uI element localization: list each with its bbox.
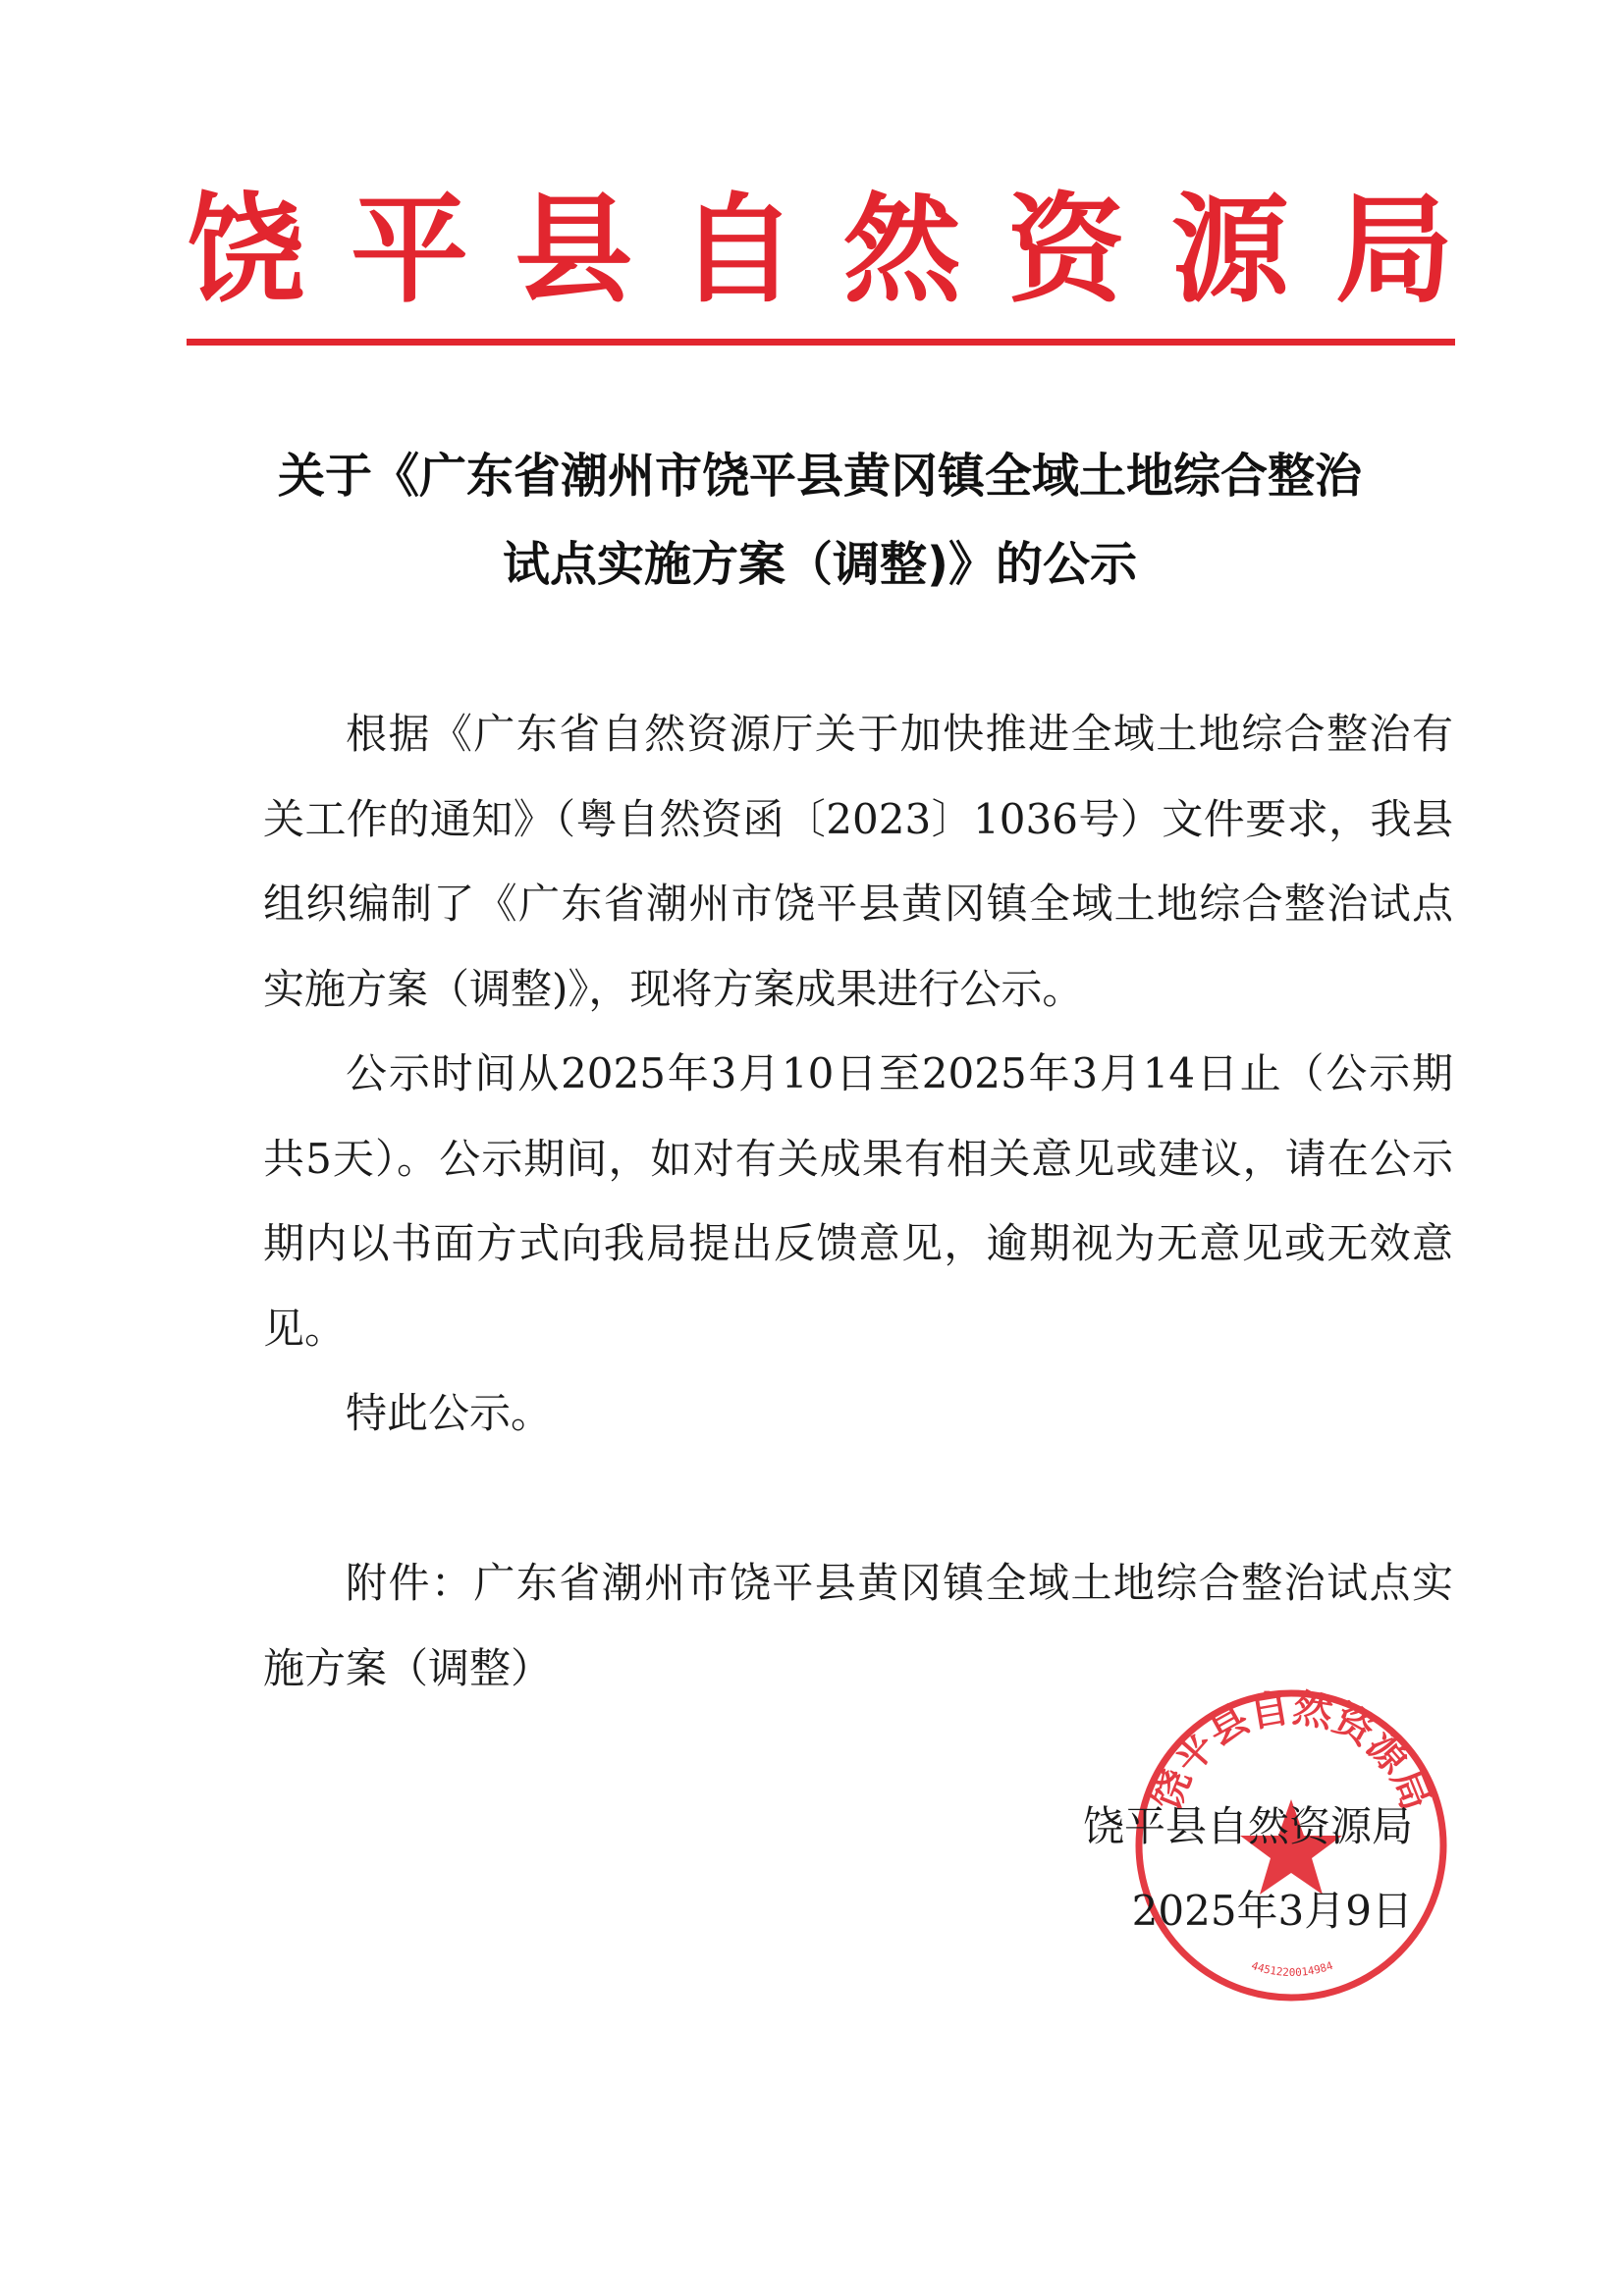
letterhead-char: 自 xyxy=(678,181,797,319)
letterhead-char: 局 xyxy=(1334,181,1453,319)
document-title xyxy=(187,432,1453,609)
body-paragraph-2: 公示时间从2025年3月10日至2025年3月14日止（公示期共5天）。公示期间，如对有关成果有相关意见或建议，请在公示期内以书面方式向我局提出反馈意见，逾期视为无意见或无效意见。 xyxy=(263,1049,1453,1353)
letterhead-char: 资 xyxy=(1006,181,1125,319)
document-body xyxy=(263,692,1453,1457)
letterhead-char: 平 xyxy=(351,181,469,319)
title-line-1: 关于《广东省潮州市饶平县黄冈镇全域土地综合整治 xyxy=(277,449,1362,504)
letterhead-char: 源 xyxy=(1170,181,1289,319)
signature-date: 2025年3月9日 xyxy=(1131,1887,1413,1935)
letterhead-char: 县 xyxy=(514,181,633,319)
letterhead-char: 然 xyxy=(842,181,961,319)
title-line-2: 试点实施方案（调整)》的公示 xyxy=(503,537,1137,592)
letterhead-char: 饶 xyxy=(187,181,304,319)
body-paragraph-3: 特此公示。 xyxy=(346,1389,553,1437)
attachment-note: 附件：广东省潮州市饶平县黄冈镇全域土地综合整治试点实施方案（调整） xyxy=(263,1559,1453,1692)
seal-code: 4451220014984 xyxy=(1249,1958,1335,1979)
letterhead-divider xyxy=(187,339,1455,346)
seal-text: 饶平县自然资源局 xyxy=(1142,1684,1440,1817)
signature-organization: 饶平县自然资源局 xyxy=(1082,1802,1413,1850)
letterhead-title xyxy=(187,182,1453,319)
signature-block xyxy=(1083,1785,1413,1953)
body-paragraph-1: 根据《广东省自然资源厅关于加快推进全域土地综合整治有关工作的通知》（粤自然资函〔2023〕1036号）文件要求，我县组织编制了《广东省潮州市饶平县黄冈镇全域土地综合整治试点实施方案（调整)》，现将方案成果进行公示。 xyxy=(263,710,1453,1013)
